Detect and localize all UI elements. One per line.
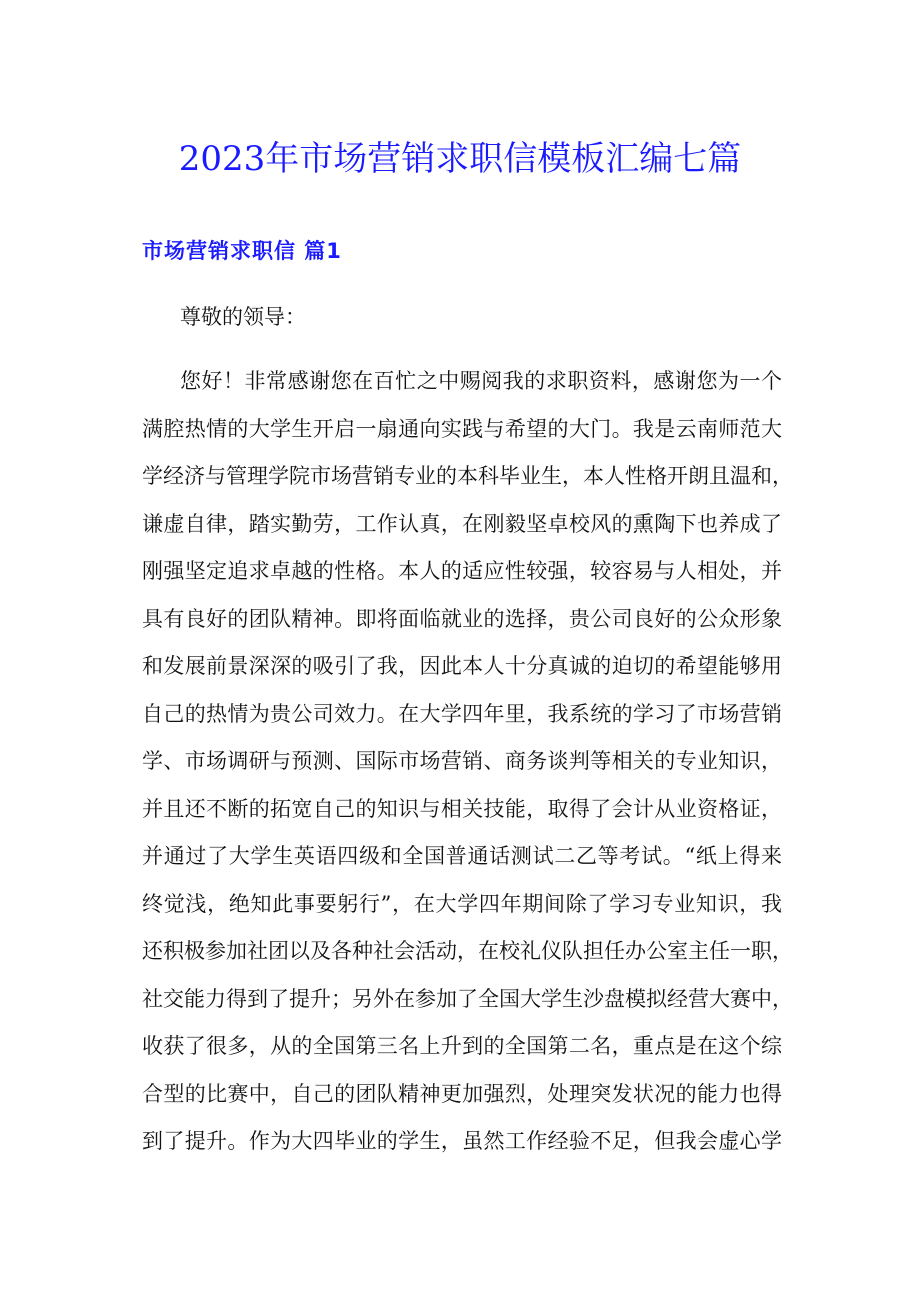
- body-line: 合型的比赛中，自己的团队精神更加强烈，处理突发状况的能力也得: [142, 1081, 782, 1106]
- body-line: 学、市场调研与预测、国际市场营销、商务谈判等相关的专业知识，: [142, 749, 782, 773]
- body-line: 终觉浅，绝知此事要躬行”，在大学四年期间除了学习专业知识，我: [142, 891, 782, 916]
- body-line: 到了提升。作为大四毕业的学生，虽然工作经验不足，但我会虚心学: [142, 1129, 782, 1153]
- body-line: 自己的热情为贵公司效力。在大学四年里，我系统的学习了市场营销: [142, 701, 782, 726]
- body-line: 收获了很多，从的全国第三名上升到的全国第二名，重点是在这个综: [142, 1034, 782, 1058]
- document-title: 2023年市场营销求职信模板汇编七篇: [178, 139, 742, 179]
- body-line: 和发展前景深深的吸引了我，因此本人十分真诚的迫切的希望能够用: [142, 654, 782, 678]
- body-line: 学经济与管理学院市场营销专业的本科毕业生，本人性格开朗且温和，: [142, 464, 793, 488]
- body-line: 刚强坚定追求卓越的性格。本人的适应性较强，较容易与人相处，并: [142, 559, 782, 583]
- body-line: 满腔热情的大学生开启一扇通向实践与希望的大门。我是云南师范大: [142, 416, 782, 441]
- section-heading: 市场营销求职信 篇1: [142, 239, 342, 263]
- body-line: 谦虚自律，踏实勤劳，工作认真，在刚毅坚卓校风的熏陶下也养成了: [142, 511, 782, 536]
- body-line: 还积极参加社团以及各种社会活动，在校礼仪队担任办公室主任一职，: [142, 939, 793, 963]
- body-line: 并且还不断的拓宽自己的知识与相关技能，取得了会计从业资格证，: [142, 796, 782, 821]
- letter-body: [142, 366, 793, 1174]
- body-line: 并通过了大学生英语四级和全国普通话测试二乙等考试。“纸上得来: [142, 844, 782, 868]
- body-line: 具有良好的团队精神。即将面临就业的选择，贵公司良好的公众形象: [142, 606, 782, 631]
- body-line: 社交能力得到了提升；另外在参加了全国大学生沙盘模拟经营大赛中，: [142, 986, 793, 1011]
- salutation: 尊敬的领导：: [180, 305, 306, 329]
- body-line: 您好！非常感谢您在百忙之中赐阅我的求职资料，感谢您为一个: [180, 369, 782, 393]
